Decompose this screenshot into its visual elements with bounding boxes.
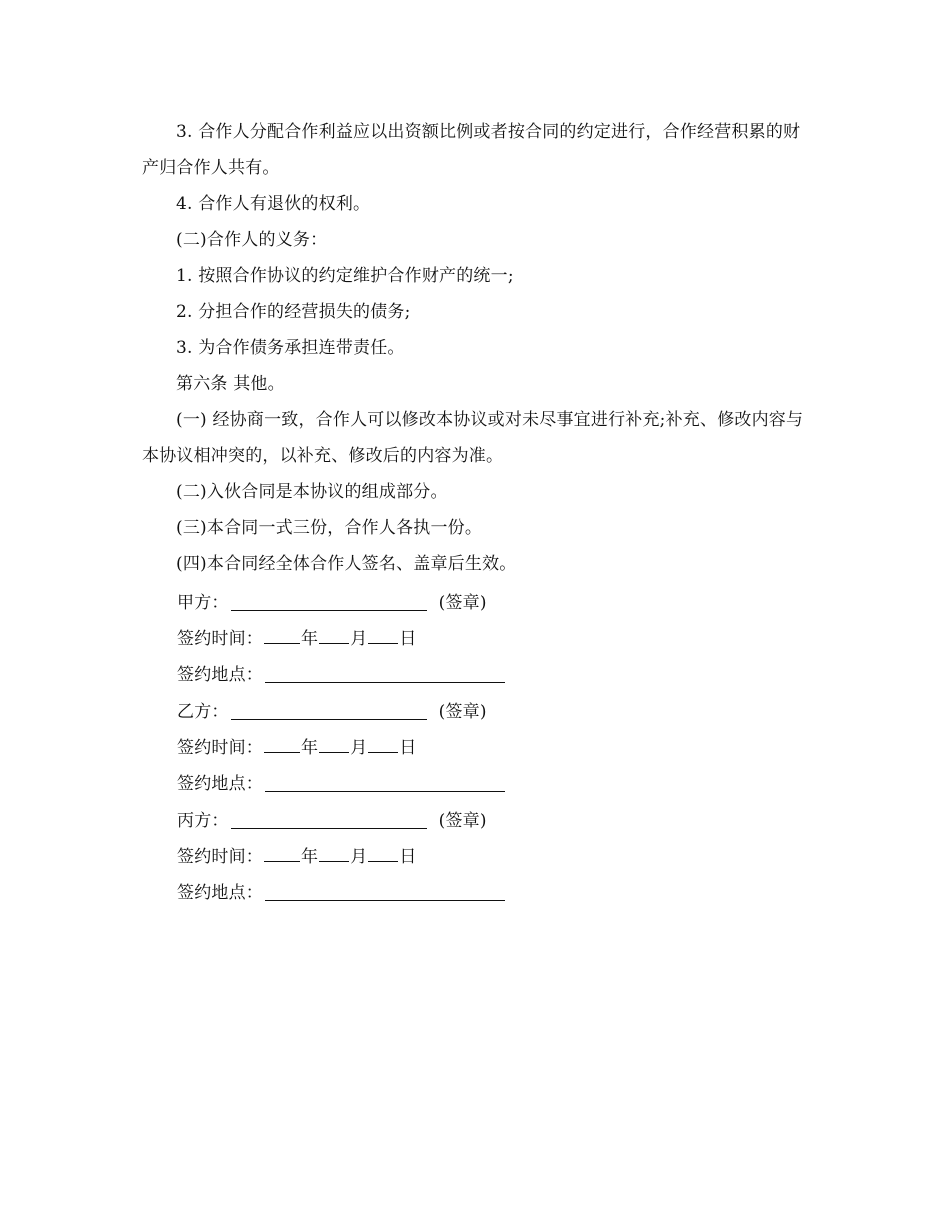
article-six-heading bbox=[142, 366, 814, 402]
sign-time-label: 签约时间： bbox=[177, 847, 263, 867]
day-blank[interactable] bbox=[368, 734, 398, 753]
day-label: 日 bbox=[399, 847, 417, 867]
obligation-1 bbox=[142, 258, 814, 294]
sign-time-label: 签约时间： bbox=[177, 629, 263, 649]
sign-place-label: 签约地点： bbox=[177, 883, 263, 903]
year-label: 年 bbox=[301, 738, 319, 758]
party-b-signature-line bbox=[177, 694, 487, 730]
obligation-2 bbox=[142, 294, 814, 330]
clause-text: (二)入伙合同是本协议的组成部分。 bbox=[176, 482, 448, 502]
seal-label: (签章) bbox=[438, 702, 487, 722]
obligation-3 bbox=[142, 330, 814, 366]
clause-text: (二)合作人的义务： bbox=[176, 230, 328, 250]
place-blank[interactable] bbox=[265, 882, 505, 901]
seal-label: (签章) bbox=[438, 593, 487, 613]
party-c-place-line bbox=[177, 875, 505, 911]
other-clause-1 bbox=[142, 402, 814, 474]
clause-withdrawal-right bbox=[142, 186, 814, 222]
day-label: 日 bbox=[399, 629, 417, 649]
year-blank[interactable] bbox=[264, 843, 300, 862]
clause-text: (三)本合同一式三份，合作人各执一份。 bbox=[176, 518, 483, 538]
party-label: 乙方： bbox=[177, 702, 229, 722]
day-label: 日 bbox=[399, 738, 417, 758]
day-blank[interactable] bbox=[368, 843, 398, 862]
party-a-signature-line bbox=[177, 585, 487, 621]
month-blank[interactable] bbox=[319, 625, 349, 644]
month-blank[interactable] bbox=[319, 734, 349, 753]
party-label: 丙方： bbox=[177, 811, 229, 831]
clause-text: 3. 为合作债务承担连带责任。 bbox=[176, 338, 405, 358]
day-blank[interactable] bbox=[368, 625, 398, 644]
month-label: 月 bbox=[350, 847, 368, 867]
party-b-date-line bbox=[177, 730, 417, 766]
year-label: 年 bbox=[301, 629, 319, 649]
other-clause-2 bbox=[142, 474, 814, 510]
year-label: 年 bbox=[301, 847, 319, 867]
party-name-blank[interactable] bbox=[231, 810, 427, 829]
clause-profit-distribution bbox=[142, 114, 814, 186]
clause-text: 第六条 其他。 bbox=[176, 374, 285, 394]
month-label: 月 bbox=[350, 629, 368, 649]
party-name-blank[interactable] bbox=[231, 701, 427, 720]
month-label: 月 bbox=[350, 738, 368, 758]
party-name-blank[interactable] bbox=[231, 592, 427, 611]
sign-time-label: 签约时间： bbox=[177, 738, 263, 758]
clause-text: (四)本合同经全体合作人签名、盖章后生效。 bbox=[176, 554, 517, 574]
other-clause-3 bbox=[142, 510, 814, 546]
clause-text: 4. 合作人有退伙的权利。 bbox=[176, 194, 371, 214]
party-a-date-line bbox=[177, 621, 417, 657]
place-blank[interactable] bbox=[265, 773, 505, 792]
clause-text: 3. 合作人分配合作利益应以出资额比例或者按合同的约定进行，合作经营积累的财产归合作人共有。 bbox=[142, 122, 801, 178]
year-blank[interactable] bbox=[264, 734, 300, 753]
month-blank[interactable] bbox=[319, 843, 349, 862]
clause-text: (一) 经协商一致，合作人可以修改本协议或对未尽事宜进行补充;补充、修改内容与本协议相冲突的，以补充、修改后的内容为准。 bbox=[142, 410, 804, 466]
year-blank[interactable] bbox=[264, 625, 300, 644]
clause-text: 1. 按照合作协议的约定维护合作财产的统一; bbox=[176, 266, 514, 286]
party-b-place-line bbox=[177, 766, 505, 802]
party-c-signature-line bbox=[177, 803, 487, 839]
party-a-place-line bbox=[177, 657, 505, 693]
party-label: 甲方： bbox=[177, 593, 229, 613]
sign-place-label: 签约地点： bbox=[177, 665, 263, 685]
place-blank[interactable] bbox=[265, 664, 505, 683]
other-clause-4 bbox=[142, 546, 814, 582]
party-c-date-line bbox=[177, 839, 417, 875]
clause-text: 2. 分担合作的经营损失的债务; bbox=[176, 302, 411, 322]
sign-place-label: 签约地点： bbox=[177, 774, 263, 794]
heading-partner-obligations bbox=[142, 222, 814, 258]
seal-label: (签章) bbox=[438, 811, 487, 831]
